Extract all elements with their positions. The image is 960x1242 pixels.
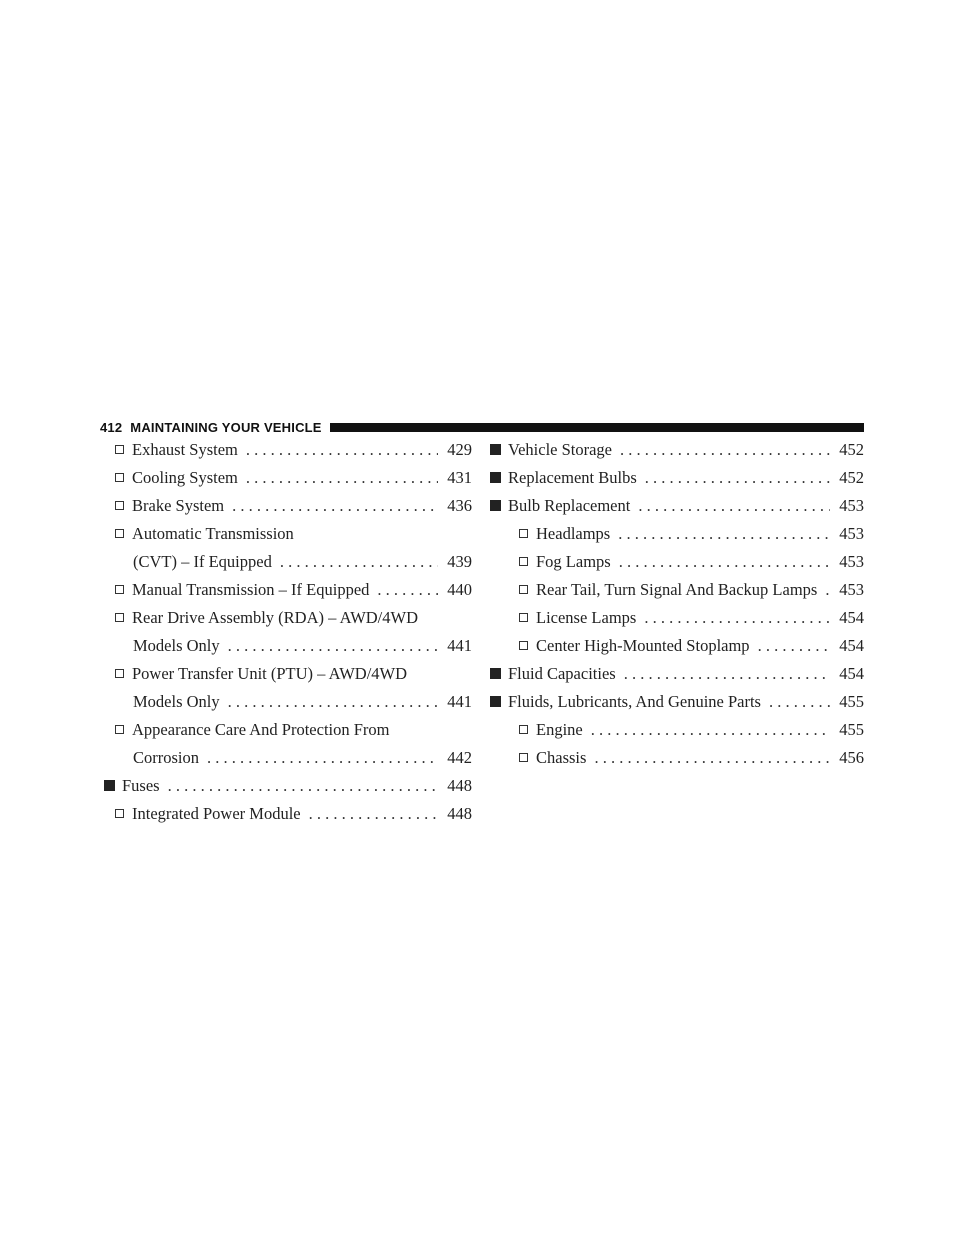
toc-entry-title: Exhaust System [132,440,238,459]
toc-entry[interactable] [490,436,864,464]
toc-entry[interactable] [104,464,472,492]
toc-entry-title: License Lamps [536,608,637,627]
toc-entry[interactable] [104,800,472,828]
leader-dots [618,520,830,548]
toc-entry[interactable] [104,520,472,576]
toc-entry-page: 456 [839,748,864,767]
toc-entry-title: Manual Transmission – If Equipped [132,580,370,599]
toc-entry-title: Rear Tail, Turn Signal And Backup Lamps [536,580,818,599]
leader-dots [825,576,830,604]
toc-entry[interactable] [490,660,864,688]
open-square-bullet-icon [115,669,124,678]
toc-entry-page: 448 [447,804,472,823]
toc-entry-page: 452 [839,468,864,487]
toc-entry[interactable] [490,576,864,604]
leader-dots [644,604,830,632]
open-square-bullet-icon [115,613,124,622]
toc-entry[interactable] [104,492,472,520]
toc-entry[interactable] [104,716,472,772]
filled-square-bullet-icon [490,696,501,707]
open-square-bullet-icon [115,725,124,734]
toc-entry-title: Fluids, Lubricants, And Genuine Parts [508,692,761,711]
toc-entry-page: 429 [447,440,472,459]
toc-entry-title: Headlamps [536,524,611,543]
toc-entry-title: Bulb Replacement [508,496,631,515]
toc-entry[interactable] [490,520,864,548]
toc-entry-page: 454 [839,664,864,683]
toc-entry-page: 439 [447,552,472,571]
toc-entry[interactable] [490,632,864,660]
open-square-bullet-icon [115,473,124,482]
toc-entry-title: Replacement Bulbs [508,468,637,487]
leader-dots [638,492,830,520]
toc-entry-title-continued: Corrosion [133,748,199,767]
leader-dots [769,688,830,716]
toc-entry[interactable] [104,604,472,660]
leader-dots [232,492,438,520]
toc-entry-title-continued: (CVT) – If Equipped [133,552,272,571]
toc-entry-page: 454 [839,608,864,627]
toc-entry-page: 453 [839,524,864,543]
toc-entry[interactable] [490,604,864,632]
toc-entry-title: Power Transfer Unit (PTU) – AWD/4WD [132,664,408,683]
open-square-bullet-icon [115,529,124,538]
open-square-bullet-icon [519,557,528,566]
open-square-bullet-icon [519,641,528,650]
toc-entry-title: Fluid Capacities [508,664,616,683]
toc-right-column [490,436,864,772]
open-square-bullet-icon [519,529,528,538]
toc-entry-title: Automatic Transmission [132,524,294,543]
toc-entry[interactable] [490,492,864,520]
toc-entry-title-continued: Models Only [133,692,220,711]
leader-dots [207,744,438,772]
leader-dots [624,660,830,688]
toc-entry[interactable] [104,436,472,464]
page-header [100,418,864,436]
page-number: 412 [100,419,123,435]
toc-entry-page: 454 [839,636,864,655]
section-title: MAINTAINING YOUR VEHICLE [130,419,322,435]
toc-left-column [104,436,472,828]
toc-entry-title: Engine [536,720,583,739]
header-rule [330,423,864,432]
open-square-bullet-icon [115,445,124,454]
toc-entry-page: 448 [447,776,472,795]
leader-dots [377,576,438,604]
toc-entry[interactable] [490,464,864,492]
toc-entry-title: Fog Lamps [536,552,611,571]
toc-entry-title-continued: Models Only [133,636,220,655]
toc-entry-page: 453 [839,552,864,571]
toc-entry-title: Chassis [536,748,587,767]
leader-dots [168,772,438,800]
toc-entry[interactable] [490,548,864,576]
toc-entry-page: 431 [447,468,472,487]
toc-entry-title: Vehicle Storage [508,440,613,459]
toc-entry-page: 436 [447,496,472,515]
filled-square-bullet-icon [490,668,501,679]
leader-dots [309,800,438,828]
leader-dots [620,436,830,464]
toc-entry-page: 441 [447,636,472,655]
toc-entry-page: 442 [447,748,472,767]
leader-dots [228,688,438,716]
open-square-bullet-icon [115,809,124,818]
toc-entry-page: 440 [447,580,472,599]
leader-dots [280,548,438,576]
leader-dots [246,464,438,492]
filled-square-bullet-icon [490,500,501,511]
toc-entry-title: Appearance Care And Protection From [132,720,390,739]
toc-entry[interactable] [104,576,472,604]
open-square-bullet-icon [115,501,124,510]
toc-entry[interactable] [490,688,864,716]
leader-dots [758,632,830,660]
toc-entry[interactable] [104,660,472,716]
toc-entry-title: Fuses [122,776,160,795]
toc-entry-page: 452 [839,440,864,459]
toc-entry-title: Rear Drive Assembly (RDA) – AWD/4WD [132,608,419,627]
open-square-bullet-icon [519,613,528,622]
toc-entry[interactable] [490,744,864,772]
toc-entry-title: Integrated Power Module [132,804,301,823]
leader-dots [228,632,438,660]
open-square-bullet-icon [115,585,124,594]
filled-square-bullet-icon [490,472,501,483]
toc-entry-title: Brake System [132,496,225,515]
toc-entry-page: 455 [839,692,864,711]
toc-entry-page: 453 [839,580,864,599]
leader-dots [619,548,830,576]
filled-square-bullet-icon [490,444,501,455]
toc-entry-title: Center High-Mounted Stoplamp [536,636,750,655]
leader-dots [246,436,438,464]
leader-dots [645,464,830,492]
toc-entry-page: 455 [839,720,864,739]
leader-dots [594,744,830,772]
open-square-bullet-icon [519,585,528,594]
toc-entry-title: Cooling System [132,468,238,487]
toc-entry[interactable] [104,772,472,800]
toc-entry-page: 441 [447,692,472,711]
leader-dots [591,716,830,744]
toc-entry[interactable] [490,716,864,744]
toc-entry-page: 453 [839,496,864,515]
filled-square-bullet-icon [104,780,115,791]
open-square-bullet-icon [519,753,528,762]
open-square-bullet-icon [519,725,528,734]
